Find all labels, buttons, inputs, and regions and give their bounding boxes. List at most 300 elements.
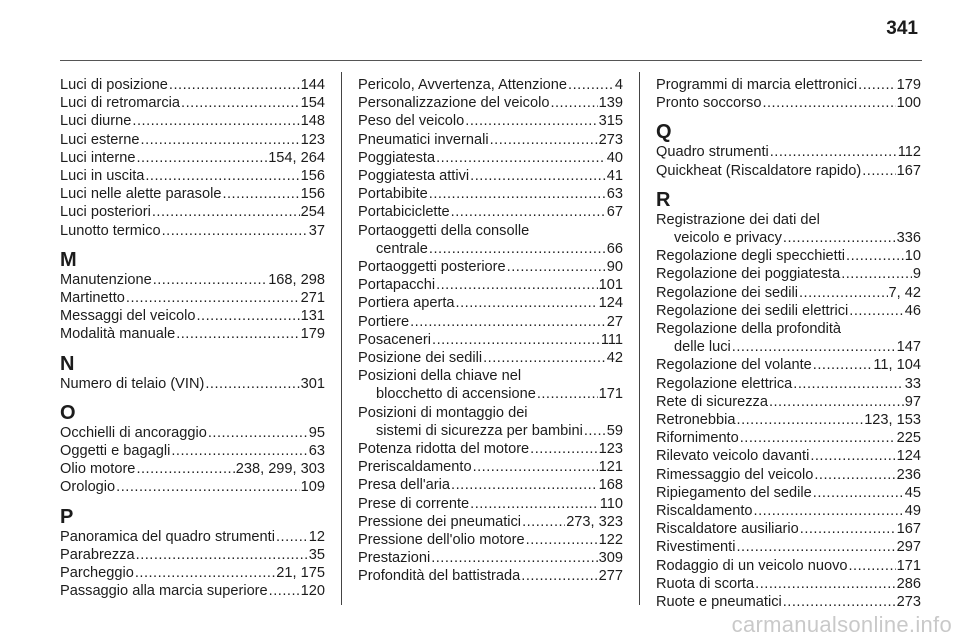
index-term: veicolo e privacy	[674, 230, 782, 247]
index-term: Numero di telaio (VIN)	[60, 375, 205, 392]
index-term: Ripiegamento del sedile	[656, 484, 812, 501]
dot-leader	[813, 484, 904, 502]
dot-leader	[783, 229, 896, 247]
dot-leader	[208, 424, 308, 442]
dot-leader	[530, 440, 597, 458]
watermark: carmanualsonline.info	[731, 612, 952, 637]
page-reference: 42	[606, 350, 623, 367]
index-entry	[60, 564, 325, 582]
page-reference: 109	[300, 479, 325, 496]
page-reference: 277	[598, 568, 623, 585]
index-entry	[60, 289, 325, 307]
index-entry	[358, 112, 623, 130]
page-reference: 309	[598, 550, 623, 567]
page-reference: 11, 104	[873, 357, 921, 374]
page-reference: 124	[598, 295, 623, 312]
page-reference: 273	[598, 131, 623, 148]
page-reference: 49	[904, 503, 921, 520]
index-term: Presa dell'aria	[358, 477, 451, 494]
index-term: Regolazione degli specchietti	[656, 248, 846, 265]
index-entry	[60, 112, 325, 130]
index-term: sistemi di sicurezza per bambini	[376, 422, 583, 439]
page-number: 341	[886, 18, 918, 39]
index-term: Regolazione elettrica	[656, 375, 793, 392]
index-term: blocchetto di accensione	[376, 386, 536, 403]
index-entry	[656, 162, 921, 180]
dot-leader	[153, 271, 268, 289]
page-reference: 315	[598, 113, 623, 130]
index-entry-heading: Portaoggetti della consolle	[358, 222, 530, 239]
index-entry	[60, 131, 325, 149]
page-reference: 101	[598, 277, 623, 294]
index-term: Regolazione dei poggiatesta	[656, 266, 841, 283]
dot-leader	[436, 149, 606, 167]
index-term: Prese di corrente	[358, 495, 470, 512]
index-entry	[60, 222, 325, 240]
index-entry	[358, 476, 623, 494]
index-entry	[358, 495, 623, 513]
dot-leader	[846, 247, 904, 265]
index-term: Riscaldamento	[656, 503, 753, 520]
index-term: centrale	[376, 240, 428, 257]
dot-leader	[470, 167, 606, 185]
index-entry	[656, 429, 921, 447]
index-entry	[358, 440, 623, 458]
page-reference: 122	[598, 532, 623, 549]
page-reference: 167	[896, 162, 921, 179]
dot-leader	[176, 325, 299, 343]
dot-leader	[141, 131, 300, 149]
page-reference: 171	[598, 386, 623, 403]
index-term: Posaceneri	[358, 331, 432, 348]
dot-leader	[522, 513, 565, 531]
index-term: Portabiciclette	[358, 204, 450, 221]
index-entry	[358, 94, 623, 112]
dot-leader	[754, 502, 904, 520]
page-reference: 110	[599, 495, 623, 512]
index-term: Quickheat (Riscaldatore rapido)	[656, 162, 862, 179]
page-reference: 123	[300, 131, 325, 148]
page-reference: 154	[300, 95, 325, 112]
index-term: Portabibite	[358, 186, 428, 203]
index-entry	[656, 466, 921, 484]
dot-leader	[456, 294, 598, 312]
index-term: Messaggi del veicolo	[60, 308, 196, 325]
index-entry	[358, 294, 623, 312]
dot-leader	[473, 458, 598, 476]
index-entry	[656, 76, 921, 94]
index-term: delle luci	[674, 339, 731, 356]
index-entry	[358, 131, 623, 149]
index-entry	[656, 484, 921, 502]
index-entry	[656, 284, 921, 302]
section-letter: O	[60, 401, 76, 424]
index-entry	[358, 458, 623, 476]
dot-leader	[432, 331, 600, 349]
dot-leader	[736, 538, 895, 556]
page-reference: 4	[614, 77, 623, 93]
dot-leader	[429, 240, 606, 258]
index-entry	[358, 549, 623, 567]
index-term: Passaggio alla marcia superiore	[60, 583, 268, 600]
index-term: Luci esterne	[60, 131, 140, 148]
index-entry	[656, 557, 921, 575]
page-reference: 63	[606, 186, 623, 203]
dot-leader	[136, 546, 308, 564]
index-term: Profondità del battistrada	[358, 568, 521, 585]
index-term: Panoramica del quadro strumenti	[60, 528, 275, 545]
page-reference: 124	[896, 448, 921, 465]
index-term: Occhielli di ancoraggio	[60, 424, 207, 441]
index-entry	[60, 375, 325, 393]
index-entry	[656, 375, 921, 393]
index-term: Manutenzione	[60, 271, 152, 288]
page-reference: 297	[896, 539, 921, 556]
page-reference: 131	[300, 308, 325, 325]
column-divider	[639, 72, 640, 605]
page-reference: 66	[606, 240, 623, 257]
index-term: Personalizzazione del veicolo	[358, 95, 550, 112]
page-reference: 12	[308, 528, 325, 545]
index-term: Pronto soccorso	[656, 95, 762, 112]
dot-leader	[770, 143, 897, 161]
dot-leader	[526, 531, 598, 549]
index-entry	[656, 356, 921, 374]
page-reference: 41	[606, 168, 623, 185]
index-entry	[656, 247, 921, 265]
index-entry	[60, 271, 325, 289]
index-entry	[358, 185, 623, 203]
index-term: Preriscaldamento	[358, 459, 472, 476]
index-entry	[358, 531, 623, 549]
index-term: Luci diurne	[60, 113, 132, 130]
index-term: Lunotto termico	[60, 222, 161, 239]
section-letter: P	[60, 505, 74, 528]
index-term: Portaoggetti posteriore	[358, 259, 506, 276]
index-term: Regolazione dei sedili	[656, 284, 798, 301]
page-reference: 112	[897, 144, 921, 161]
dot-leader	[269, 582, 300, 600]
dot-leader	[762, 94, 895, 112]
index-entry	[358, 331, 623, 349]
index-term: Poggiatesta attivi	[358, 168, 470, 185]
index-term: Rimessaggio del veicolo	[656, 466, 814, 483]
index-subentry	[656, 338, 921, 356]
page-reference: 301	[300, 375, 325, 392]
dot-leader	[132, 112, 299, 130]
index-entry	[60, 185, 325, 203]
page-reference: 236	[896, 466, 921, 483]
index-term: Rete di sicurezza	[656, 393, 768, 410]
index-column-3	[656, 76, 921, 611]
dot-leader	[550, 94, 597, 112]
index-entry	[358, 349, 623, 367]
index-term: Portapacchi	[358, 277, 436, 294]
index-term: Rifornimento	[656, 430, 739, 447]
index-subentry	[358, 422, 623, 440]
index-entry	[358, 167, 623, 185]
dot-leader	[451, 203, 606, 221]
index-term: Ruota di scorta	[656, 575, 755, 592]
dot-leader	[135, 564, 275, 582]
index-entry-heading: Posizioni della chiave nel	[358, 368, 522, 385]
dot-leader	[465, 112, 597, 130]
dot-leader	[483, 349, 606, 367]
dot-leader	[849, 302, 904, 320]
dot-leader	[431, 549, 597, 567]
dot-leader	[862, 162, 895, 180]
index-entry	[358, 203, 623, 221]
index-entry	[60, 325, 325, 343]
dot-leader	[740, 429, 896, 447]
page-reference: 7, 42	[888, 284, 921, 301]
index-entry	[60, 478, 325, 496]
dot-leader	[116, 478, 299, 496]
index-term: Orologio	[60, 479, 116, 496]
index-entry	[358, 149, 623, 167]
index-term: Retronebbia	[656, 412, 736, 429]
index-entry	[656, 94, 921, 112]
page-reference: 225	[896, 430, 921, 447]
index-term: Programmi di marcia elettronici	[656, 77, 858, 93]
index-term: Peso del veicolo	[358, 113, 465, 130]
index-term: Pressione dell'olio motore	[358, 532, 525, 549]
page-reference: 21, 175	[276, 565, 325, 582]
dot-leader	[126, 289, 300, 307]
page-reference: 37	[308, 222, 325, 239]
section-letter: R	[656, 188, 671, 211]
dot-leader	[470, 495, 599, 513]
index-term: Parabrezza	[60, 546, 135, 563]
index-column-1	[60, 76, 325, 600]
index-term: Luci di posizione	[60, 77, 168, 93]
page-reference: 100	[896, 95, 921, 112]
index-entry	[358, 76, 623, 94]
index-term: Olio motore	[60, 461, 136, 478]
index-term: Pericolo, Avvertenza, Attenzione	[358, 77, 568, 93]
dot-leader	[769, 393, 904, 411]
index-entry	[60, 460, 325, 478]
index-term: Parcheggio	[60, 565, 134, 582]
dot-leader	[169, 76, 300, 94]
index-entry	[656, 575, 921, 593]
index-entry	[60, 149, 325, 167]
index-entry	[656, 265, 921, 283]
dot-leader	[800, 520, 896, 538]
page-reference: 167	[896, 521, 921, 538]
page-reference: 121	[598, 459, 623, 476]
index-term: Rilevato veicolo davanti	[656, 448, 810, 465]
page-reference: 154, 264	[268, 149, 325, 166]
page-reference: 45	[904, 484, 921, 501]
section-letter: M	[60, 248, 77, 271]
dot-leader	[584, 422, 606, 440]
index-entry	[60, 76, 325, 94]
page-reference: 10	[904, 248, 921, 265]
index-term: Regolazione dei sedili elettrici	[656, 302, 849, 319]
page-reference: 271	[300, 290, 325, 307]
header-rule	[60, 60, 922, 61]
dot-leader	[145, 167, 299, 185]
page-reference: 35	[308, 546, 325, 563]
dot-leader	[152, 203, 300, 221]
index-term: Ruote e pneumatici	[656, 594, 782, 611]
index-entry	[60, 167, 325, 185]
index-term: Rivestimenti	[656, 539, 736, 556]
dot-leader	[521, 567, 597, 585]
dot-leader	[490, 131, 598, 149]
page-reference: 156	[300, 186, 325, 203]
page-reference: 46	[904, 302, 921, 319]
index-entry	[60, 307, 325, 325]
dot-leader	[222, 185, 299, 203]
index-entry	[60, 528, 325, 546]
page-reference: 156	[300, 168, 325, 185]
page-reference: 40	[606, 149, 623, 166]
page-reference: 273	[896, 594, 921, 611]
index-entry	[656, 447, 921, 465]
dot-leader	[793, 375, 903, 393]
page-reference: 123	[598, 441, 623, 458]
index-term: Posizione dei sedili	[358, 350, 483, 367]
index-entry	[60, 546, 325, 564]
page-reference: 111	[600, 331, 623, 348]
index-entry	[358, 513, 623, 531]
page-reference: 139	[598, 95, 623, 112]
page-reference: 27	[606, 313, 623, 330]
index-column-2	[358, 76, 623, 586]
index-term: Poggiatesta	[358, 149, 436, 166]
dot-leader	[848, 557, 895, 575]
page-reference: 179	[896, 77, 921, 93]
index-term: Portiera aperta	[358, 295, 455, 312]
dot-leader	[841, 265, 912, 283]
index-entry	[656, 593, 921, 611]
index-entry-heading: Registrazione dei dati del	[656, 211, 820, 228]
index-term: Luci in uscita	[60, 168, 145, 185]
page-reference: 179	[300, 326, 325, 343]
dot-leader	[136, 460, 234, 478]
index-entry	[358, 313, 623, 331]
page-reference: 168	[598, 477, 623, 494]
section-letter: Q	[656, 121, 672, 144]
index-entry-heading: Posizioni di montaggio dei	[358, 404, 528, 421]
index-entry	[656, 411, 921, 429]
page-reference: 238, 299, 303	[235, 461, 325, 478]
section-letter: N	[60, 352, 75, 375]
dot-leader	[783, 593, 896, 611]
dot-leader	[451, 476, 598, 494]
index-term: Oggetti e bagagli	[60, 443, 171, 460]
page-reference: 336	[896, 230, 921, 247]
index-term: Quadro strumenti	[656, 144, 769, 161]
index-entry	[656, 502, 921, 520]
dot-leader	[732, 338, 896, 356]
dot-leader	[810, 447, 895, 465]
page-reference: 97	[904, 393, 921, 410]
index-term: Pneumatici invernali	[358, 131, 489, 148]
column-divider	[341, 72, 342, 605]
index-term: Pressione dei pneumatici	[358, 513, 522, 530]
index-entry-heading: Regolazione della profondità	[656, 321, 841, 338]
page-reference: 144	[300, 77, 325, 93]
dot-leader	[858, 76, 896, 94]
index-term: Prestazioni	[358, 550, 431, 567]
index-entry	[358, 258, 623, 276]
index-term: Luci interne	[60, 149, 136, 166]
index-entry	[656, 143, 921, 161]
page-reference: 63	[308, 443, 325, 460]
dot-leader	[196, 307, 299, 325]
dot-leader	[429, 185, 606, 203]
dot-leader	[755, 575, 895, 593]
dot-leader	[568, 76, 614, 94]
index-entry	[60, 424, 325, 442]
dot-leader	[181, 94, 300, 112]
page-reference: 171	[896, 557, 921, 574]
index-entry	[656, 393, 921, 411]
index-term: Modalità manuale	[60, 326, 176, 343]
index-entry	[60, 94, 325, 112]
dot-leader	[813, 356, 873, 374]
index-entry	[358, 276, 623, 294]
index-subentry	[358, 240, 623, 258]
page-reference: 286	[896, 575, 921, 592]
index-term: Regolazione del volante	[656, 357, 812, 374]
index-term: Luci posteriori	[60, 204, 151, 221]
page-reference: 168, 298	[268, 271, 325, 288]
index-subentry	[358, 385, 623, 403]
index-term: Luci di retromarcia	[60, 95, 181, 112]
dot-leader	[814, 466, 895, 484]
index-entry	[358, 567, 623, 585]
index-term: Rodaggio di un veicolo nuovo	[656, 557, 848, 574]
dot-leader	[537, 385, 598, 403]
dot-leader	[162, 222, 308, 240]
dot-leader	[136, 149, 267, 167]
dot-leader	[410, 313, 606, 331]
page-reference: 123, 153	[864, 412, 921, 429]
index-term: Potenza ridotta del motore	[358, 441, 530, 458]
index-term: Portiere	[358, 313, 410, 330]
dot-leader	[171, 442, 307, 460]
index-entry	[60, 442, 325, 460]
page-reference: 33	[904, 375, 921, 392]
page-reference: 254	[300, 204, 325, 221]
page-reference: 273, 323	[566, 513, 623, 530]
index-entry	[60, 203, 325, 221]
page-reference: 95	[308, 424, 325, 441]
dot-leader	[507, 258, 606, 276]
dot-leader	[205, 375, 299, 393]
index-term: Martinetto	[60, 290, 125, 307]
index-entry	[60, 582, 325, 600]
index-subentry	[656, 229, 921, 247]
dot-leader	[276, 528, 308, 546]
index-entry	[656, 538, 921, 556]
dot-leader	[737, 411, 864, 429]
index-term: Luci nelle alette parasole	[60, 186, 222, 203]
index-entry	[656, 520, 921, 538]
index-term: Riscaldatore ausiliario	[656, 521, 799, 538]
dot-leader	[436, 276, 598, 294]
page-reference: 90	[606, 259, 623, 276]
page-reference: 9	[912, 266, 921, 283]
dot-leader	[799, 284, 888, 302]
page-reference: 120	[300, 583, 325, 600]
page-reference: 147	[896, 339, 921, 356]
page-reference: 148	[300, 113, 325, 130]
